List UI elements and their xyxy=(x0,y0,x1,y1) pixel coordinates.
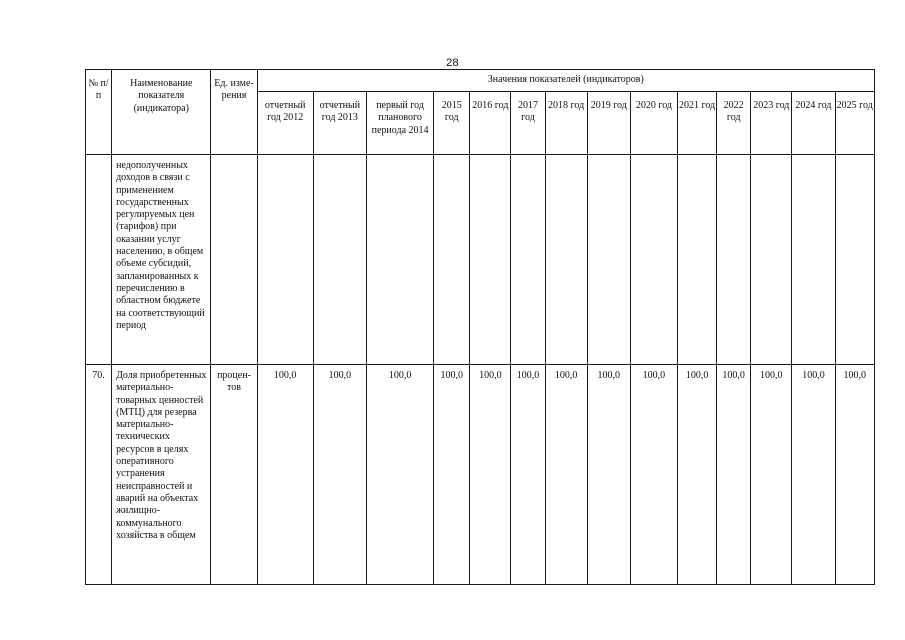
header-year: отчетный год 2013 xyxy=(313,92,366,155)
value-cell: 100,0 xyxy=(751,365,792,585)
value-cell: 100,0 xyxy=(835,365,874,585)
value-cell: 100,0 xyxy=(678,365,717,585)
table-row-continuation xyxy=(86,155,875,365)
header-year: 2017 год xyxy=(511,92,545,155)
header-unit: Ед. изме-рения xyxy=(211,70,257,155)
cell-empty xyxy=(511,155,545,365)
header-year: 2018 год xyxy=(545,92,587,155)
indicators-table xyxy=(85,69,875,585)
cell-empty xyxy=(717,155,751,365)
cell-empty xyxy=(630,155,677,365)
header-year: 2024 год xyxy=(792,92,835,155)
row-number: 70. xyxy=(86,365,112,585)
header-year: 2015 год xyxy=(434,92,470,155)
value-cell: 100,0 xyxy=(545,365,587,585)
table-row-70 xyxy=(86,365,875,585)
header-year: 2022 год xyxy=(717,92,751,155)
value-cell: 100,0 xyxy=(630,365,677,585)
value-cell: 100,0 xyxy=(257,365,313,585)
value-cell: 100,0 xyxy=(313,365,366,585)
cell-empty xyxy=(751,155,792,365)
header-year: отчетный год 2012 xyxy=(257,92,313,155)
cell-empty xyxy=(313,155,366,365)
cell-empty xyxy=(257,155,313,365)
value-cell: 100,0 xyxy=(434,365,470,585)
cell-empty xyxy=(545,155,587,365)
cell-unit-empty xyxy=(211,155,257,365)
value-cell: 100,0 xyxy=(511,365,545,585)
header-values-group: Значения показателей (индикаторов) xyxy=(257,70,874,92)
value-cell: 100,0 xyxy=(366,365,433,585)
indicator-unit: процен-тов xyxy=(211,365,257,585)
header-year: 2025 год xyxy=(835,92,874,155)
cell-empty xyxy=(587,155,630,365)
value-cell: 100,0 xyxy=(717,365,751,585)
header-year: первый год планового периода 2014 xyxy=(366,92,433,155)
indicator-name: Доля приобретенных материально-товарных ценностей (МТЦ) для резерва материально-технических ресурсов в целях оперативного устранения неисправностей и аварий на объектах жилищно-коммунального хозяйства в общем xyxy=(112,365,211,585)
cell-empty xyxy=(678,155,717,365)
cell-empty xyxy=(470,155,511,365)
indicator-name-continuation: недополученных доходов в связи с применением государственных регулируемых цен (тарифов) при оказании услуг населению, в общем объеме субсидий, запланированных к перечислению в областном бюджете на соответствующий период xyxy=(112,155,211,365)
value-cell: 100,0 xyxy=(792,365,835,585)
header-year: 2020 год xyxy=(630,92,677,155)
header-year: 2023 год xyxy=(751,92,792,155)
cell-empty xyxy=(366,155,433,365)
value-cell: 100,0 xyxy=(587,365,630,585)
cell-num-empty xyxy=(86,155,112,365)
header-name: Наименование показателя (индикатора) xyxy=(112,70,211,155)
header-num: № п/п xyxy=(86,70,112,155)
header-year: 2021 год xyxy=(678,92,717,155)
header-year: 2019 год xyxy=(587,92,630,155)
cell-empty xyxy=(835,155,874,365)
cell-empty xyxy=(434,155,470,365)
header-year: 2016 год xyxy=(470,92,511,155)
value-cell: 100,0 xyxy=(470,365,511,585)
header-row-1 xyxy=(86,70,875,92)
cell-empty xyxy=(792,155,835,365)
page-number: 28 xyxy=(446,57,459,69)
